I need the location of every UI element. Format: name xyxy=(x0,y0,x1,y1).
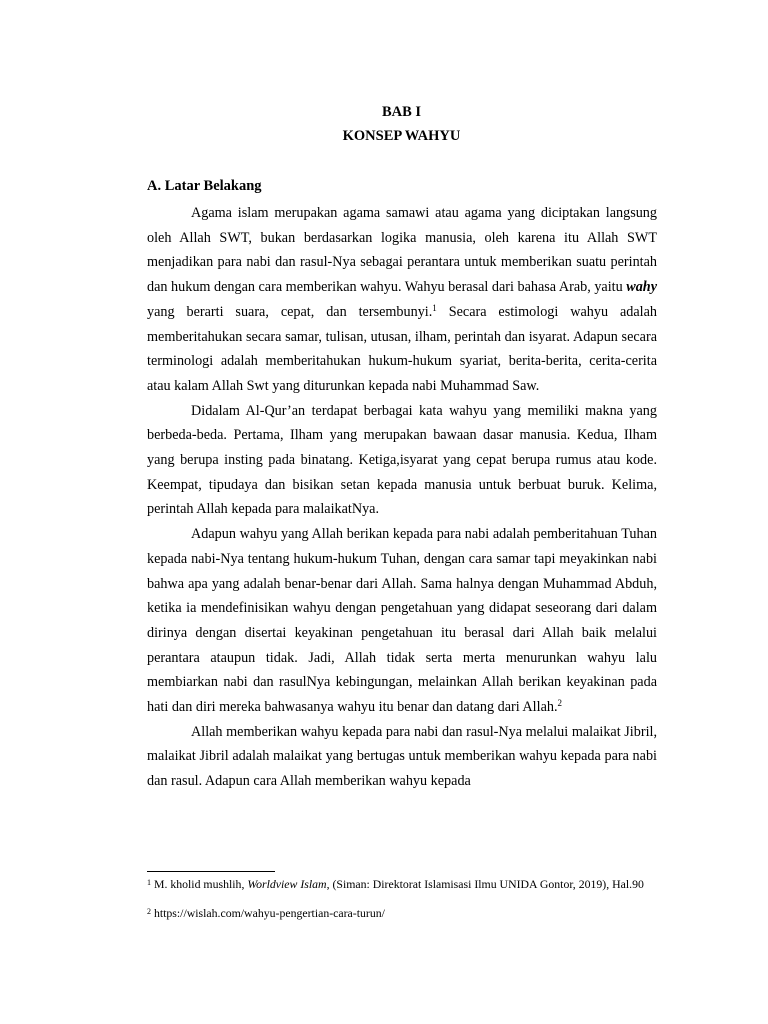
paragraph-3 xyxy=(147,522,657,720)
section-heading: A. Latar Belakang xyxy=(147,178,262,194)
body-text xyxy=(147,201,657,794)
term-wahy: wahy xyxy=(626,279,657,296)
footnote-separator xyxy=(147,871,275,872)
footnote-1 xyxy=(147,877,662,891)
footnote-ref-1[interactable]: 1 xyxy=(432,302,437,313)
footnote-2-number: 2 xyxy=(147,907,151,916)
footnote-1-number: 1 xyxy=(147,878,151,887)
footnote-ref-2[interactable]: 2 xyxy=(557,698,563,709)
footnote-2-url[interactable]: https://wislah.com/wahyu-pengertian-cara-turun/ xyxy=(151,906,385,920)
paragraph-4: Allah memberikan wahyu kepada para nabi dan rasul-Nya melalui malaikat Jibril, malaikat Jibril adalah malaikat yang bertugas untuk memberikan wahyu kepada para nabi dan rasul. Adapun cara Allah memberikan wahyu kepada xyxy=(147,723,657,790)
paragraph-2: Didalam Al-Qur’an terdapat berbagai kata wahyu yang memiliki makna yang berbeda-beda. Pertama, Ilham yang merupakan bawaan dasar manusia. Kedua, Ilham yang berupa insting pada binatang. Ketiga,isyarat yang cepat berupa rumus atau kode. Keempat, tipudaya dan bisikan setan kepada manusia untuk berbuat buruk. Kelima, perintah Allah kepada para malaikatNya. xyxy=(147,402,657,518)
footnote-1-work-title: Worldview Islam xyxy=(247,877,327,891)
paragraph-1-text-b: yang berarti suara, cepat, dan tersembunyi. xyxy=(147,303,433,320)
paragraph-1-text-c: Secara estimologi wahyu adalah memberitahukan secara samar, tulisan, utusan, ilham, perintah dan isyarat. Adapun secara terminologi adalah memberitahukan hukum-hukum syariat, berita-berita, cerita-cerita atau kalam Allah Swt yang diturunkan kepada nabi Muhammad Saw. xyxy=(147,303,657,394)
paragraph-1-text-a: Agama islam merupakan agama samawi atau agama yang diciptakan langsung oleh Allah SWT, bukan berdasarkan logika manusia, oleh karena itu Allah SWT menjadikan para nabi dan rasul-Nya sebagai perantara untuk memberikan suatu perintah dan hukum dengan cara memberikan wahyu. Wahyu berasal dari bahasa Arab, yaitu xyxy=(147,205,657,296)
footnote-1-text-a: M. kholid mushlih, xyxy=(151,877,248,891)
footnote-2 xyxy=(147,906,662,920)
chapter-label: BAB I xyxy=(381,104,422,120)
chapter-title: KONSEP WAHYU xyxy=(342,128,461,144)
footnote-1-text-b: , (Siman: Direktorat Islamisasi Ilmu UNIDA Gontor, 2019), Hal.90 xyxy=(326,877,644,891)
paragraph-1 xyxy=(147,201,657,399)
paragraph-3-text: Adapun wahyu yang Allah berikan kepada para nabi adalah pemberitahuan Tuhan kepada nabi-Nya tentang hukum-hukum Tuhan, dengan cara samar tapi meyakinkan nabi bahwa apa yang adalah benar-benar dari Allah. Sama halnya dengan Muhammad Abduh, ketika ia mendefinisikan wahyu dengan pengetahuan yang didapat seseorang dari dalam dirinya dengan disertai keyakinan pengetahuan itu berasal dari Allah baik melalui perantara ataupun tidak. Jadi, Allah tidak serta merta menurunkan wahyu lalu membiarkan nabi dan rasulNya kebingungan, melainkan Allah berikan keyakinan pada hati dan diri mereka bahwasanya wahyu itu benar dan datang dari Allah. xyxy=(147,526,657,716)
